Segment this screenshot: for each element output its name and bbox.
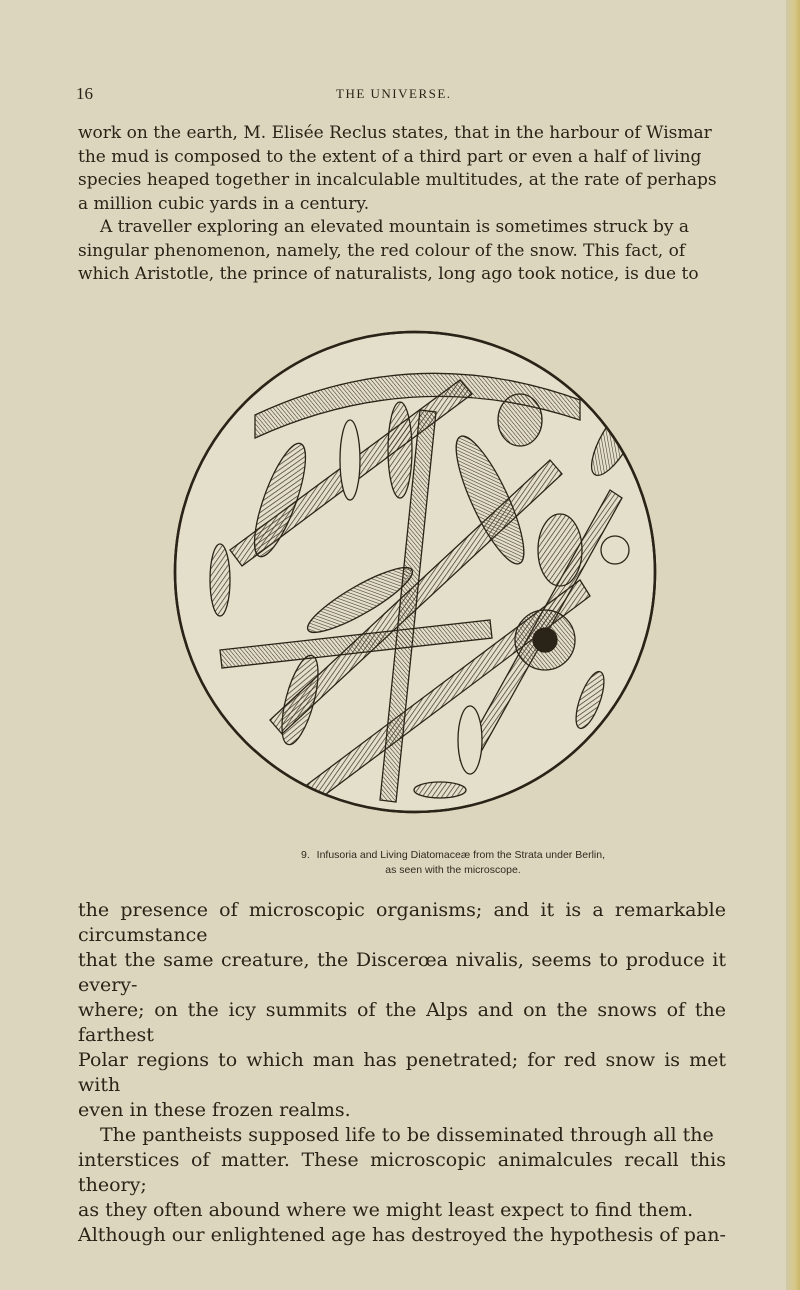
paragraph-top — [78, 122, 726, 287]
text-line: work on the earth, M. Elisée Reclus states, that in the harbour of Wismar — [78, 123, 712, 143]
text-line: which Aristotle, the prince of naturalists, long ago took notice, is due to — [78, 264, 699, 284]
page-number: 16 — [76, 84, 93, 103]
page-edge — [786, 0, 800, 1290]
text-line: singular phenomenon, namely, the red colour of the snow. This fact, of — [78, 240, 686, 261]
text-line: Polar regions to which man has penetrated; for red snow is met with — [78, 1049, 726, 1096]
figure-number: 9. — [300, 849, 310, 861]
text-line: a million cubic yards in a century. — [78, 193, 370, 214]
text-line: interstices of matter. These microscopic animalcules recall this theory; — [78, 1149, 726, 1196]
text-line: as they often abound where we might least expect to find them. — [78, 1199, 694, 1221]
figure-caption — [223, 848, 683, 878]
text-line: species heaped together in incalculable multitudes, at the rate of perhaps — [78, 170, 717, 190]
paragraph-bottom — [78, 898, 726, 1248]
text-line: where; on the icy summits of the Alps and on the snows of the farthest — [78, 999, 726, 1046]
text-line: that the same creature, the Discerœa nivalis, seems to produce it every- — [78, 949, 726, 996]
text-line: Although our enlightened age has destroyed the hypothesis of pan- — [78, 1224, 726, 1246]
text-line: the mud is composed to the extent of a third part or even a half of living — [78, 146, 702, 167]
running-head: THE UNIVERSE. — [336, 86, 452, 101]
caption-line: Infusoria and Living Diatomaceæ from the Strata under Berlin, — [316, 849, 605, 861]
text-line: even in these frozen realms. — [78, 1099, 351, 1121]
microscope-illustration — [160, 320, 670, 825]
text-line: A traveller exploring an elevated mountain is sometimes struck by a — [100, 217, 690, 237]
page-header — [76, 84, 716, 106]
caption-line: as seen with the microscope. — [385, 864, 521, 876]
text-line: The pantheists supposed life to be disseminated through all the — [100, 1124, 714, 1146]
text-line: the presence of microscopic organisms; and it is a remarkable circumstance — [78, 899, 726, 946]
